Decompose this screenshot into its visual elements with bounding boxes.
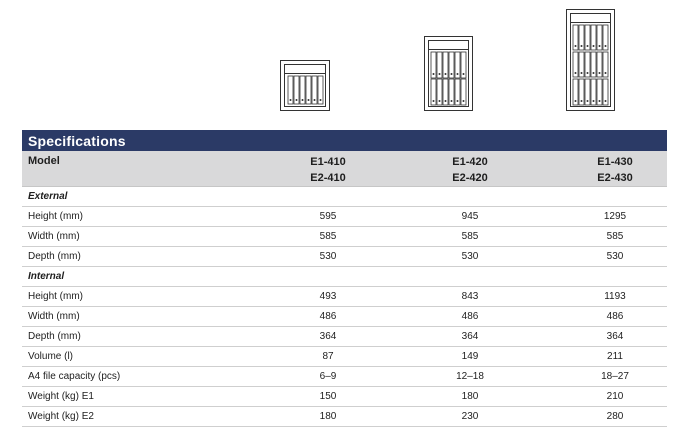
model-1-line2: E2-410	[310, 172, 346, 184]
row-value: 230	[461, 411, 479, 422]
row-label: Width (mm)	[28, 231, 80, 242]
row-value: 486	[461, 311, 479, 322]
row-value: 87	[322, 351, 334, 362]
row-label: Height (mm)	[28, 291, 84, 302]
row-value: 364	[461, 331, 479, 342]
model-2-line1: E1-420	[452, 156, 488, 168]
row-value: 1295	[603, 211, 627, 222]
model-3-line2: E2-430	[597, 172, 633, 184]
row-value: 364	[606, 331, 624, 342]
row-value: 595	[319, 211, 337, 222]
safe-e1-420-illustration	[425, 37, 473, 111]
safe-illustrations	[0, 0, 698, 128]
row-value: 486	[319, 311, 337, 322]
row-value: 6–9	[319, 371, 337, 382]
row-value: 180	[319, 411, 337, 422]
row-value: 530	[606, 251, 624, 262]
row-label: Volume (l)	[28, 351, 74, 362]
row-value: 149	[461, 351, 479, 362]
row-value: 585	[461, 231, 479, 242]
model-row	[22, 151, 667, 187]
table-row	[22, 387, 667, 407]
table-row	[22, 207, 667, 227]
section-heading-internal	[22, 267, 667, 287]
table-row	[22, 347, 667, 367]
external-heading: External	[28, 191, 68, 202]
row-value: 180	[461, 391, 479, 402]
table-row	[22, 287, 667, 307]
row-value: 364	[319, 331, 337, 342]
row-label: Height (mm)	[28, 211, 84, 222]
model-cell-3	[565, 154, 665, 186]
row-value: 585	[319, 231, 337, 242]
row-value: 211	[607, 351, 623, 362]
row-value: 486	[606, 311, 624, 322]
safe-e1-430-illustration	[567, 10, 615, 111]
table-row	[22, 247, 667, 267]
model-cell-2	[420, 154, 520, 186]
row-value: 585	[606, 231, 624, 242]
model-cell-1	[278, 154, 378, 186]
row-value: 1193	[604, 291, 626, 302]
model-label: Model	[28, 155, 60, 167]
internal-heading: Internal	[28, 271, 65, 282]
row-value: 493	[319, 291, 337, 302]
section-heading-external	[22, 187, 667, 207]
model-1-line1: E1-410	[310, 156, 346, 168]
row-value: 12–18	[456, 371, 484, 382]
table-row	[22, 407, 667, 427]
row-label: Weight (kg) E2	[28, 411, 94, 422]
model-2-line2: E2-420	[452, 172, 488, 184]
row-label: Depth (mm)	[28, 251, 81, 262]
row-label: A4 file capacity (pcs)	[28, 371, 121, 382]
row-value: 530	[319, 251, 337, 262]
specifications-title: Specifications	[22, 130, 667, 151]
row-value: 150	[319, 391, 337, 402]
row-value: 843	[461, 291, 479, 302]
row-label: Weight (kg) E1	[28, 391, 94, 402]
table-row	[22, 307, 667, 327]
row-value: 280	[606, 411, 624, 422]
row-label: Depth (mm)	[28, 331, 81, 342]
model-3-line1: E1-430	[597, 156, 633, 168]
table-row	[22, 227, 667, 247]
table-row	[22, 327, 667, 347]
row-label: Width (mm)	[28, 311, 80, 322]
specifications-table	[22, 130, 667, 427]
row-value: 18–27	[601, 371, 629, 382]
row-value: 210	[606, 391, 624, 402]
table-row	[22, 367, 667, 387]
row-value: 530	[461, 251, 479, 262]
row-value: 945	[461, 211, 479, 222]
safe-e1-410-illustration	[281, 61, 330, 111]
